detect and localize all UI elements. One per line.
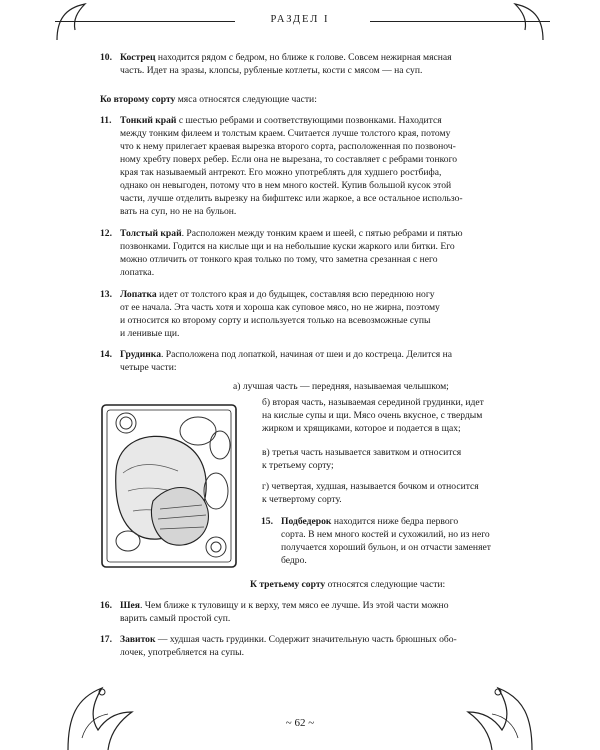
item-12: 12. Толстый край. Расположен между тонким краем и шеей, с пятью ребрами и пятью позвонками. Годится на кислые щи и на небольшие куски жаркого или битки. Его можно отличить от тонкого края только по тому, что заметна срезанная с него лопатка. (100, 228, 463, 278)
subpart-a: а) лучшая часть — передняя, называемая челышком; (233, 381, 449, 392)
third-grade-heading: К третьему сорту относятся следующие части: (250, 579, 446, 590)
bottom-left-flourish (62, 668, 142, 750)
subpart-b: б) вторая часть, называемая серединой грудинки, идет на кислые супы и щи. Мясо очень вкусное, с твердым жирком и хрящиками, которое и подается в щах; (262, 397, 484, 434)
bottom-right-flourish (458, 668, 538, 750)
item-15: 15. Подбедерок находится ниже бедра первого сорта. В нем много костей и сухожилий, но из него получается хороший бульон, и он отчасти заменяет бедро. (261, 516, 491, 566)
subpart-v: в) третья часть называется завитком и относится к третьему сорту; (262, 447, 462, 471)
item-11: 11. Тонкий край с шестью ребрами и соответствующими позвонками. Находится между тонким филеем и толстым краем. Считается лучше толстого края, потому что к нему прилегает краевая вырезка второго сорта, расположенная по позвоноч- ному хребту поверх ребер. Если она не вырезана, то составляет с ребрами тонкого края так называемый антрекот. Его можно употреблять для худшего ростбифа, однако он невыгоден, потому что в нем много костей. Купив большой кусок этой части, лучше отделить вырезку на бифштекс или жаркое, а все остальное использо- вать на суп, но не на бульон. (100, 115, 463, 217)
subpart-g: г) четвертая, худшая, называется бочком и относится к четвертому сорту. (262, 481, 479, 505)
item-16: 16. Шея. Чем ближе к туловищу и к верху, тем мясо ее лучше. Из этой части можно варить самый простой суп. (100, 600, 449, 624)
second-grade-heading: Ко второму сорту мяса относятся следующие части: (100, 94, 317, 105)
meat-illustration (98, 401, 240, 571)
section-header: РАЗДЕЛ I (270, 14, 330, 25)
item-13: 13. Лопатка идет от толстого края и до будыщек, составляя всю переднюю ногу от ее начала. Эта часть хотя и хороша как суповое мясо, но не жирна, поэтому и относится ко второму сорту и используется только на всевозможные супы и ленивые щи. (100, 289, 440, 339)
item-10: 10. Кострец находится рядом с бедром, но ближе к голове. Совсем нежирная мясная часть. Идет на зразы, клопсы, рубленые котлеты, кости с мясом — на суп. (100, 52, 452, 76)
page-number: ~ 62 ~ (285, 717, 315, 729)
item-17: 17. Завиток — худшая часть грудинки. Содержит значительную часть брюшных обо- лочек, употребляется на супы. (100, 634, 457, 658)
item-14: 14. Грудинка. Расположена под лопаткой, начиная от шеи и до кострeца. Делится на четыре части: (100, 349, 452, 373)
